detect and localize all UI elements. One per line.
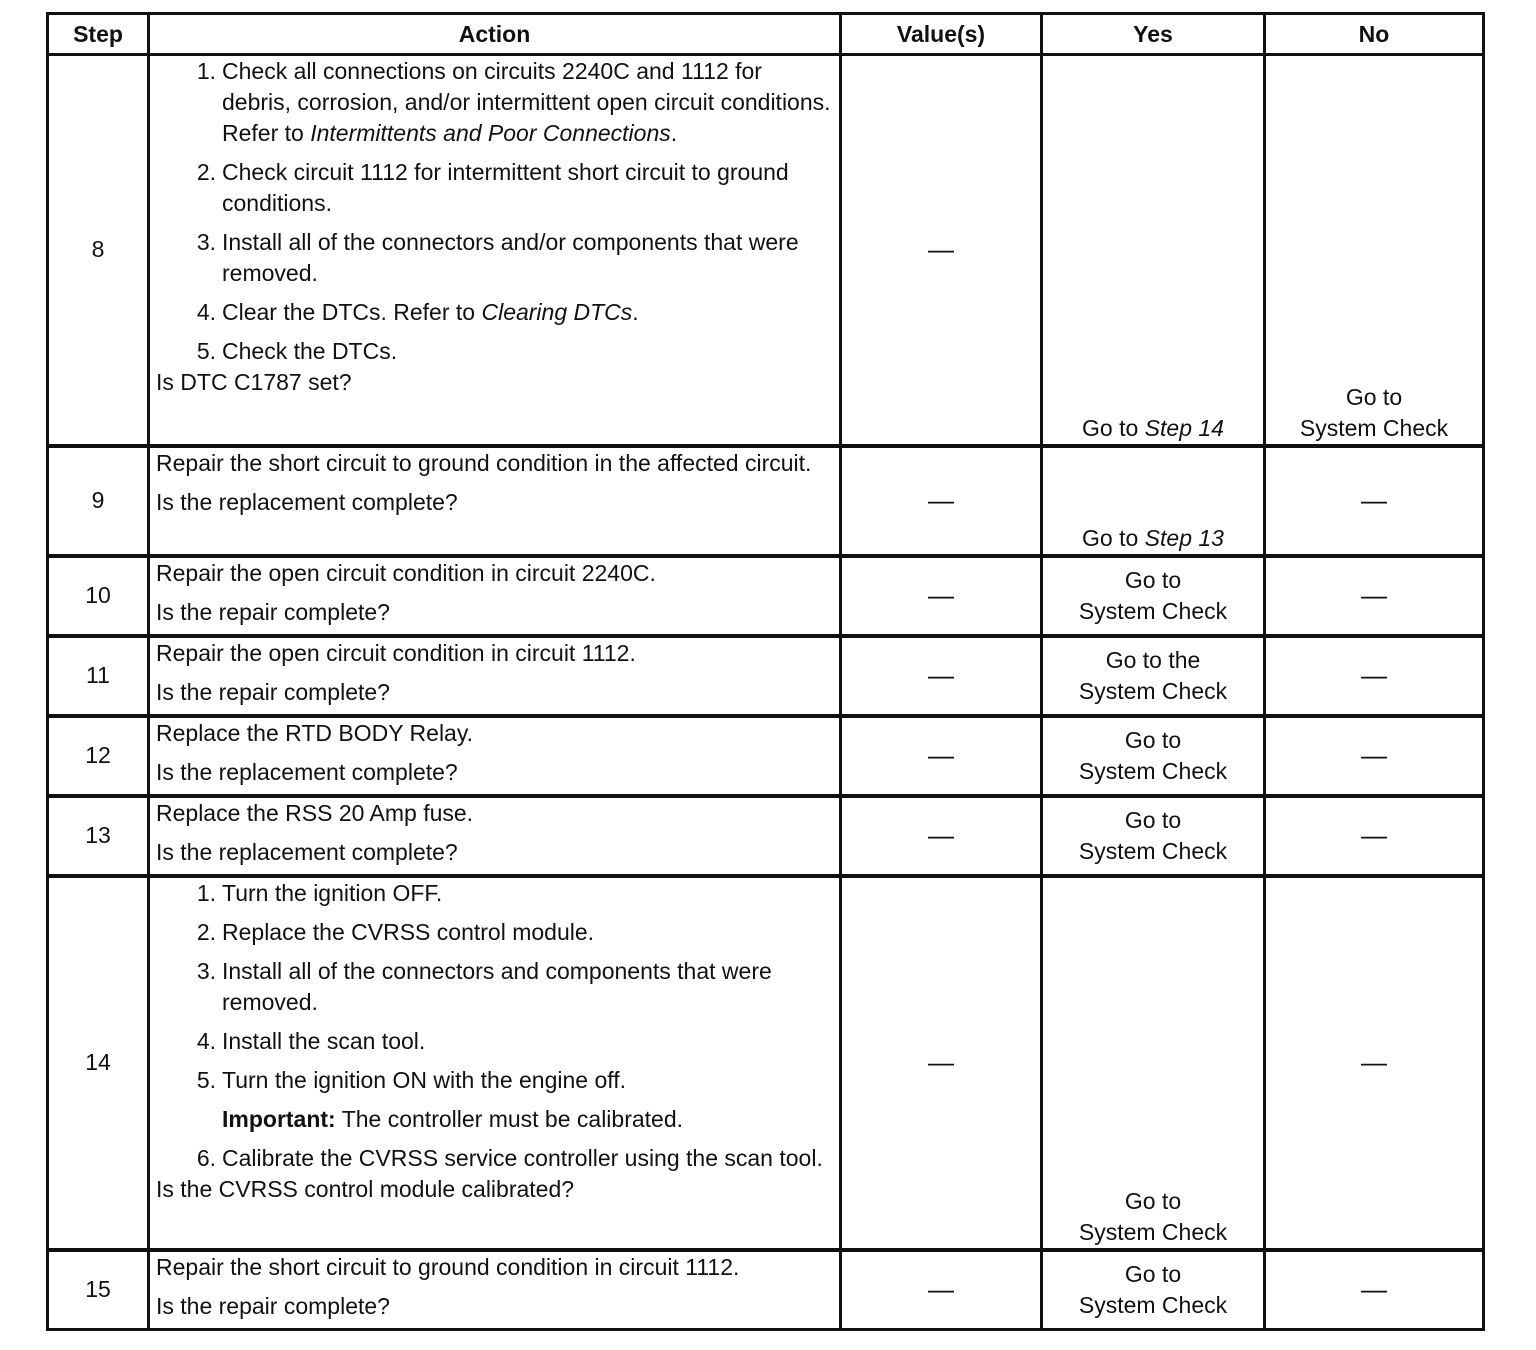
step-number: 8 bbox=[48, 55, 149, 446]
action-cell bbox=[149, 876, 841, 1250]
diagnostic-table bbox=[46, 12, 1485, 1331]
action-item: 1. Turn the ignition OFF. bbox=[196, 879, 443, 906]
no-cell: — bbox=[1265, 636, 1484, 716]
no-cell: — bbox=[1265, 796, 1484, 876]
step-number: 12 bbox=[48, 716, 149, 796]
step-number: 11 bbox=[48, 636, 149, 716]
table-row-step-14 bbox=[48, 876, 1484, 1250]
action-cell: Repair the open circuit condition in circuit 2240C. Is the repair complete? bbox=[149, 556, 841, 636]
yes-cell: Go to System Check bbox=[1042, 876, 1265, 1250]
action-item: 4. Install the scan tool. bbox=[196, 1027, 426, 1054]
header-values: Value(s) bbox=[841, 14, 1042, 55]
action-item: 1. Check all connections on circuits 2240C and 1112 for debris, corrosion, and/or intermittent open circuit conditions. Refer to Intermittents and Poor Connections. bbox=[196, 58, 831, 146]
action-question: Is the CVRSS control module calibrated? bbox=[156, 1175, 575, 1202]
yes-cell: Go to Step 13 bbox=[1042, 446, 1265, 556]
step-link: Step 13 bbox=[1144, 524, 1224, 551]
action-item: 5. Turn the ignition ON with the engine off. bbox=[196, 1066, 627, 1093]
action-item: 4. Clear the DTCs. Refer to Clearing DTCs. bbox=[196, 299, 639, 325]
action-question: Is the repair complete? bbox=[156, 598, 390, 625]
yes-cell: Go to System Check bbox=[1042, 1250, 1265, 1330]
action-item: 2. Check circuit 1112 for intermittent short circuit to ground conditions. bbox=[196, 159, 789, 216]
value-cell: — bbox=[841, 796, 1042, 876]
action-question: Is the replacement complete? bbox=[156, 488, 458, 515]
action-list bbox=[156, 1143, 833, 1174]
action-cell: Replace the RSS 20 Amp fuse. Is the replacement complete? bbox=[149, 796, 841, 876]
value-cell: — bbox=[841, 556, 1042, 636]
action-question: Is the replacement complete? bbox=[156, 758, 458, 785]
action-list bbox=[156, 56, 833, 367]
action-item: 3. Install all of the connectors and components that were removed. bbox=[196, 957, 772, 1015]
header-yes: Yes bbox=[1042, 14, 1265, 55]
value-cell: — bbox=[841, 876, 1042, 1250]
header-action: Action bbox=[149, 14, 841, 55]
yes-cell: Go to System Check bbox=[1042, 716, 1265, 796]
value-cell: — bbox=[841, 1250, 1042, 1330]
action-item: 5. Check the DTCs. bbox=[196, 338, 398, 364]
yes-cell: Go to System Check bbox=[1042, 796, 1265, 876]
action-cell bbox=[149, 55, 841, 446]
step-number: 10 bbox=[48, 556, 149, 636]
no-cell: — bbox=[1265, 556, 1484, 636]
yes-cell: Go to System Check bbox=[1042, 556, 1265, 636]
action-cell: Replace the RTD BODY Relay. Is the replacement complete? bbox=[149, 716, 841, 796]
action-list bbox=[156, 878, 833, 1096]
action-cell: Repair the open circuit condition in circuit 1112. Is the repair complete? bbox=[149, 636, 841, 716]
value-cell: — bbox=[841, 55, 1042, 446]
action-cell: Repair the short circuit to ground condition in the affected circuit. Is the replacement complete? bbox=[149, 446, 841, 556]
no-cell: — bbox=[1265, 716, 1484, 796]
table-row-step-12 bbox=[48, 716, 1484, 796]
step-link: Step 14 bbox=[1144, 414, 1224, 441]
table-row-step-15 bbox=[48, 1250, 1484, 1330]
step-number: 15 bbox=[48, 1250, 149, 1330]
action-item: 2. Replace the CVRSS control module. bbox=[196, 918, 595, 945]
step-number: 9 bbox=[48, 446, 149, 556]
table-row-step-9 bbox=[48, 446, 1484, 556]
yes-cell: Go to Step 14 bbox=[1042, 55, 1265, 446]
value-cell: — bbox=[841, 636, 1042, 716]
action-question: Is the repair complete? bbox=[156, 678, 390, 705]
header-step: Step bbox=[48, 14, 149, 55]
important-note: Important: The controller must be calibrated. bbox=[222, 1105, 684, 1132]
table-row-step-8 bbox=[48, 55, 1484, 446]
action-question: Is the replacement complete? bbox=[156, 838, 458, 865]
no-cell: — bbox=[1265, 446, 1484, 556]
table-row-step-13 bbox=[48, 796, 1484, 876]
table-row-step-11 bbox=[48, 636, 1484, 716]
no-cell: — bbox=[1265, 1250, 1484, 1330]
action-question: Is DTC C1787 set? bbox=[156, 369, 352, 395]
yes-cell: Go to the System Check bbox=[1042, 636, 1265, 716]
no-cell: — bbox=[1265, 876, 1484, 1250]
table-row-step-10 bbox=[48, 556, 1484, 636]
header-no: No bbox=[1265, 14, 1484, 55]
action-item: 6. Calibrate the CVRSS service controller using the scan tool. bbox=[196, 1144, 823, 1171]
step-number: 13 bbox=[48, 796, 149, 876]
value-cell: — bbox=[841, 446, 1042, 556]
action-question: Is the repair complete? bbox=[156, 1292, 390, 1319]
action-cell: Repair the short circuit to ground condition in circuit 1112. Is the repair complete? bbox=[149, 1250, 841, 1330]
no-cell: Go to System Check bbox=[1265, 55, 1484, 446]
action-item: 3. Install all of the connectors and/or components that were removed. bbox=[196, 229, 799, 286]
step-number: 14 bbox=[48, 876, 149, 1250]
value-cell: — bbox=[841, 716, 1042, 796]
header-row bbox=[48, 14, 1484, 55]
